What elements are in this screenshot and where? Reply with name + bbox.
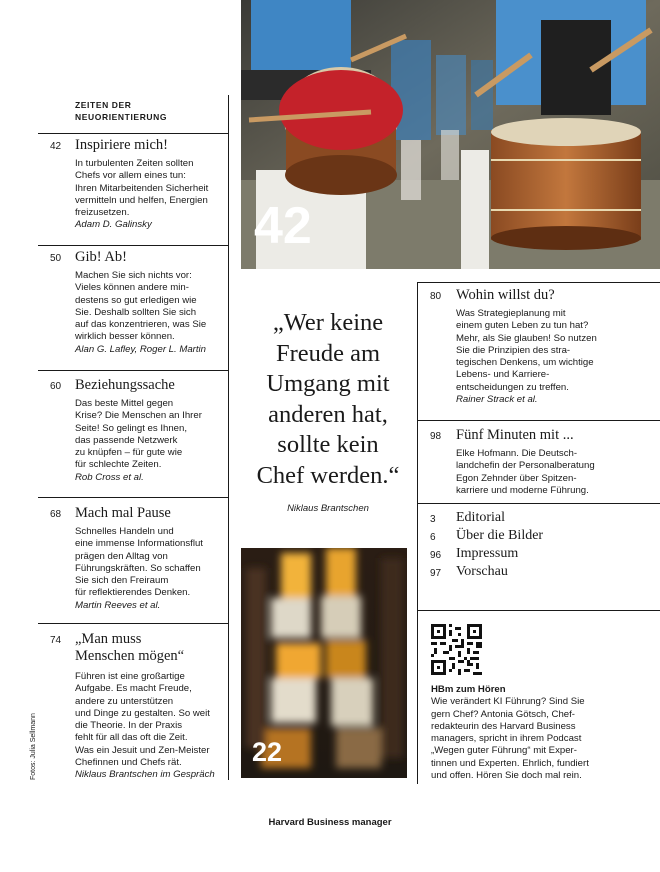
page-number: 98 [430,431,442,442]
divider [418,503,660,504]
article-author: Rainer Strack et al. [456,394,538,406]
page-number: 60 [50,381,62,392]
misc-title: Vorschau [456,564,508,579]
left-column-rule [228,95,229,780]
misc-item-vorschau[interactable] [418,564,660,582]
divider [418,610,660,611]
page-number: 42 [50,141,62,152]
photo-credit: Fotos: Julia Sellmann [30,713,37,780]
page-number: 50 [50,253,62,264]
article-title: Mach mal Pause [75,505,171,521]
page-number: 3 [430,514,436,525]
page-number-overlay: 22 [252,737,283,767]
divider [38,245,228,246]
article-author: Niklaus Brantschen im Gespräch [75,769,215,781]
drummers-photo[interactable] [241,0,660,269]
divider [38,370,228,371]
divider [418,420,660,421]
footer-brand: Harvard Business manager [268,817,392,828]
misc-title: Über die Bilder [456,528,544,543]
article-body: Führen ist eine großartige Aufgabe. Es macht Freude, andere zu unterstützen und Dinge zu gestalten. So weit die Theorie. In der Praxis fehlt für all das oft die Zeit. Was ein Jesuit und Zen-Meister Chefinnen und Chefs rät. Niklaus Brantschen im Gespräch [75,671,227,782]
article-author: Alan G. Lafley, Roger L. Martin [75,343,206,355]
section-heading: ZEITEN DER NEUORIENTIERUNG [75,100,168,122]
divider [418,282,660,283]
qr-code-icon[interactable] [431,624,482,675]
article-title: Wohin willst du? [456,287,555,303]
quote-author: Niklaus Brantschen [287,503,369,514]
page-number: 80 [430,291,442,302]
page-number: 74 [50,635,62,646]
divider [38,133,228,134]
human-tower-photo[interactable] [241,548,407,778]
article-author: Martin Reeves et al. [75,599,161,611]
page-number: 96 [430,550,442,561]
article-body: Elke Hofmann. Die Deutsch- landchefin der Personalberatung Egon Zehnder über Spitzen- karriere und moderne Führung. [456,448,595,496]
article-author: Adam D. Galinsky [75,219,152,231]
misc-item-editorial[interactable] [418,510,660,528]
article-body: Schnelles Handeln und eine immense Informationsflut prägen den Alltag von Führungskräften. So schaffen Sie sich den Freiraum für reflektierendes Denken. Martin Reeves et al. [75,526,227,612]
misc-title: Editorial [456,510,505,525]
article-title: Fünf Minuten mit ... [456,427,574,443]
article-title: Inspiriere mich! [75,137,169,153]
page-number: 97 [430,568,442,579]
divider [38,497,228,498]
article-body: In turbulenten Zeiten sollten Chefs vor allem eines tun: Ihren Mitarbeitenden Sicherheit vermitteln und helfen, Energien freizusetzen. Adam D. Galinsky [75,158,225,232]
article-body: Was Strategieplanung mit einem guten Leben zu tun hat? Mehr, als Sie glauben! So nutzen Sie die Prinzipien des stra- tegischen Denkens, um wichtige Lebens- und Karriere- entscheidungen zu treffen. Rainer Strack et al. [456,308,656,406]
page-number-overlay: 42 [254,197,312,255]
page-number: 68 [50,509,62,520]
article-body: Machen Sie sich nichts vor: Vieles können andere min- destens so gut erledigen wie Sie. Deshalb sollten Sie sich auf das konzentrieren, was Sie wirklich besser können. Alan G. Lafley, Roger L. Martin [75,270,227,356]
article-title: Gib! Ab! [75,249,127,265]
podcast-heading: HBm zum Hören [431,684,506,695]
misc-item-impressum[interactable] [418,546,660,564]
podcast-box[interactable] [431,684,659,782]
divider [38,623,228,624]
misc-title: Impressum [456,546,519,561]
page-number: 6 [430,532,436,543]
article-author: Rob Cross et al. [75,471,144,483]
article-body: Das beste Mittel gegen Krise? Die Menschen an Ihrer Seite! So gelingt es Ihnen, das passende Netzwerk zu knüpfen – für gute wie für schlechte Zeiten. Rob Cross et al. [75,398,225,484]
article-title: „Man muss Menschen mögen“ [75,631,185,664]
pull-quote: „Wer keine Freude am Umgang mit anderen hat, sollte kein Chef werden.“ [256,309,400,489]
article-title: Beziehungssache [75,377,175,393]
misc-item-bilder[interactable] [418,528,660,546]
podcast-body: Wie verändert KI Führung? Sind Sie gern Chef? Antonia Götsch, Chef- redakteurin des Harvard Business managers, spricht in ihrem Podcast „Wegen guter Führung“ mit Exper- tinnen und Experten. Ehrlich, fundiert und offen. Hören Sie doch mal rein. [431,696,589,782]
